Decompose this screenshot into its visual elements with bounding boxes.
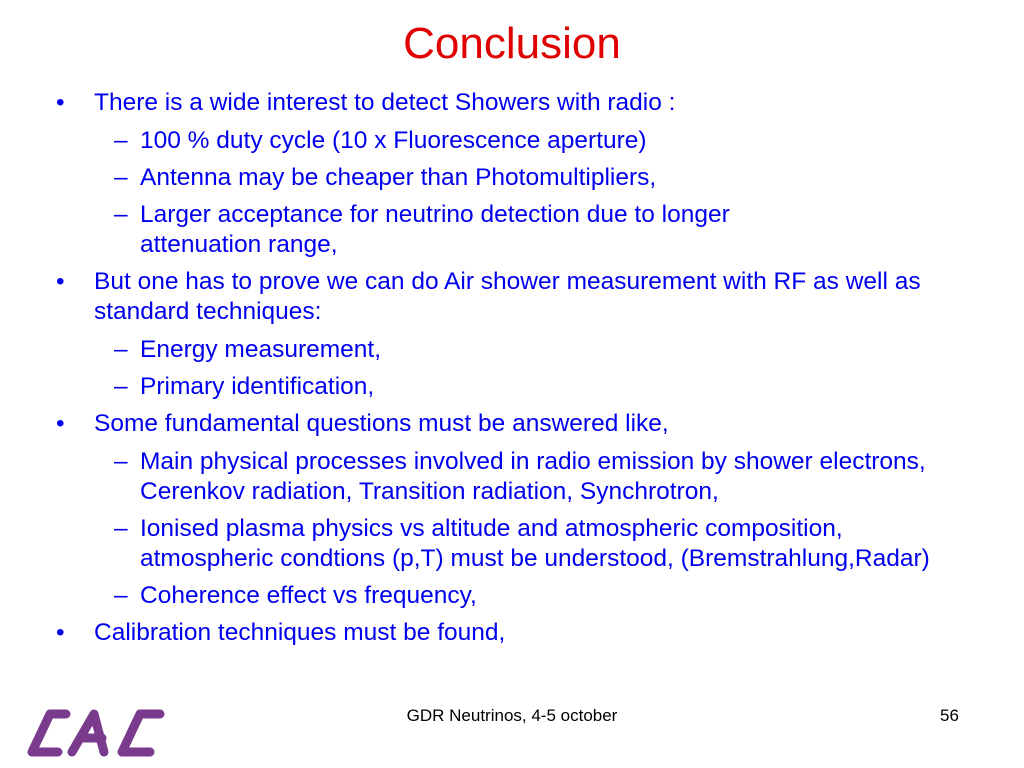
bullet-text: But one has to prove we can do Air shower measurement with RF as well as standard techniques: [94,268,921,325]
footer-text: GDR Neutrinos, 4-5 october [406,706,618,725]
sub-bullet-text: Ionised plasma physics vs altitude and atmospheric composition, atmospheric condtions (p,T) must be understood, (Bremstrahlung,Radar) [140,515,930,572]
dash-marker: – [114,336,128,363]
dash-marker: – [114,373,128,400]
sub-bullet-text: Main physical processes involved in radio emission by shower electrons, Cerenkov radiation, Transition radiation, Synchrotron, [140,448,926,505]
bullet-marker: • [56,410,65,437]
sub-bullet-item [52,200,982,260]
sub-bullet-text: Energy measurement, [140,336,382,363]
sub-bullet-item [52,514,982,574]
dash-marker: – [114,127,128,154]
dash-marker: – [114,164,128,191]
bullet-marker: • [56,619,65,646]
bullet-text: Some fundamental questions must be answered like, [94,410,669,437]
dash-marker: – [114,448,128,475]
bullet-text: Calibration techniques must be found, [94,619,506,646]
bullet-marker: • [56,268,65,295]
dash-marker: – [114,515,128,542]
page-number: 56 [940,706,959,725]
bullet-item [52,88,982,118]
sub-bullet-text: Coherence effect vs frequency, [140,582,477,609]
sub-bullet-text: Larger acceptance for neutrino detection due to longer attenuation range, [140,201,730,258]
sub-bullet-item [52,581,982,611]
sub-bullet-item [52,372,982,402]
bullet-list [52,88,982,656]
bullet-item [52,267,982,327]
sub-bullet-item [52,126,982,156]
bullet-item [52,409,982,439]
sub-bullet-text: Primary identification, [140,373,375,400]
bullet-text: There is a wide interest to detect Showers with radio : [94,89,676,116]
sub-bullet-text: Antenna may be cheaper than Photomultipliers, [140,164,657,191]
dash-marker: – [114,582,128,609]
bullet-marker: • [56,89,65,116]
bullet-item [52,618,982,648]
dash-marker: – [114,201,128,228]
sub-bullet-item [52,447,982,507]
slide-title: Conclusion [403,19,621,68]
sub-bullet-item [52,335,982,365]
sub-bullet-text: 100 % duty cycle (10 x Fluorescence aperture) [140,127,647,154]
sub-bullet-item [52,163,982,193]
